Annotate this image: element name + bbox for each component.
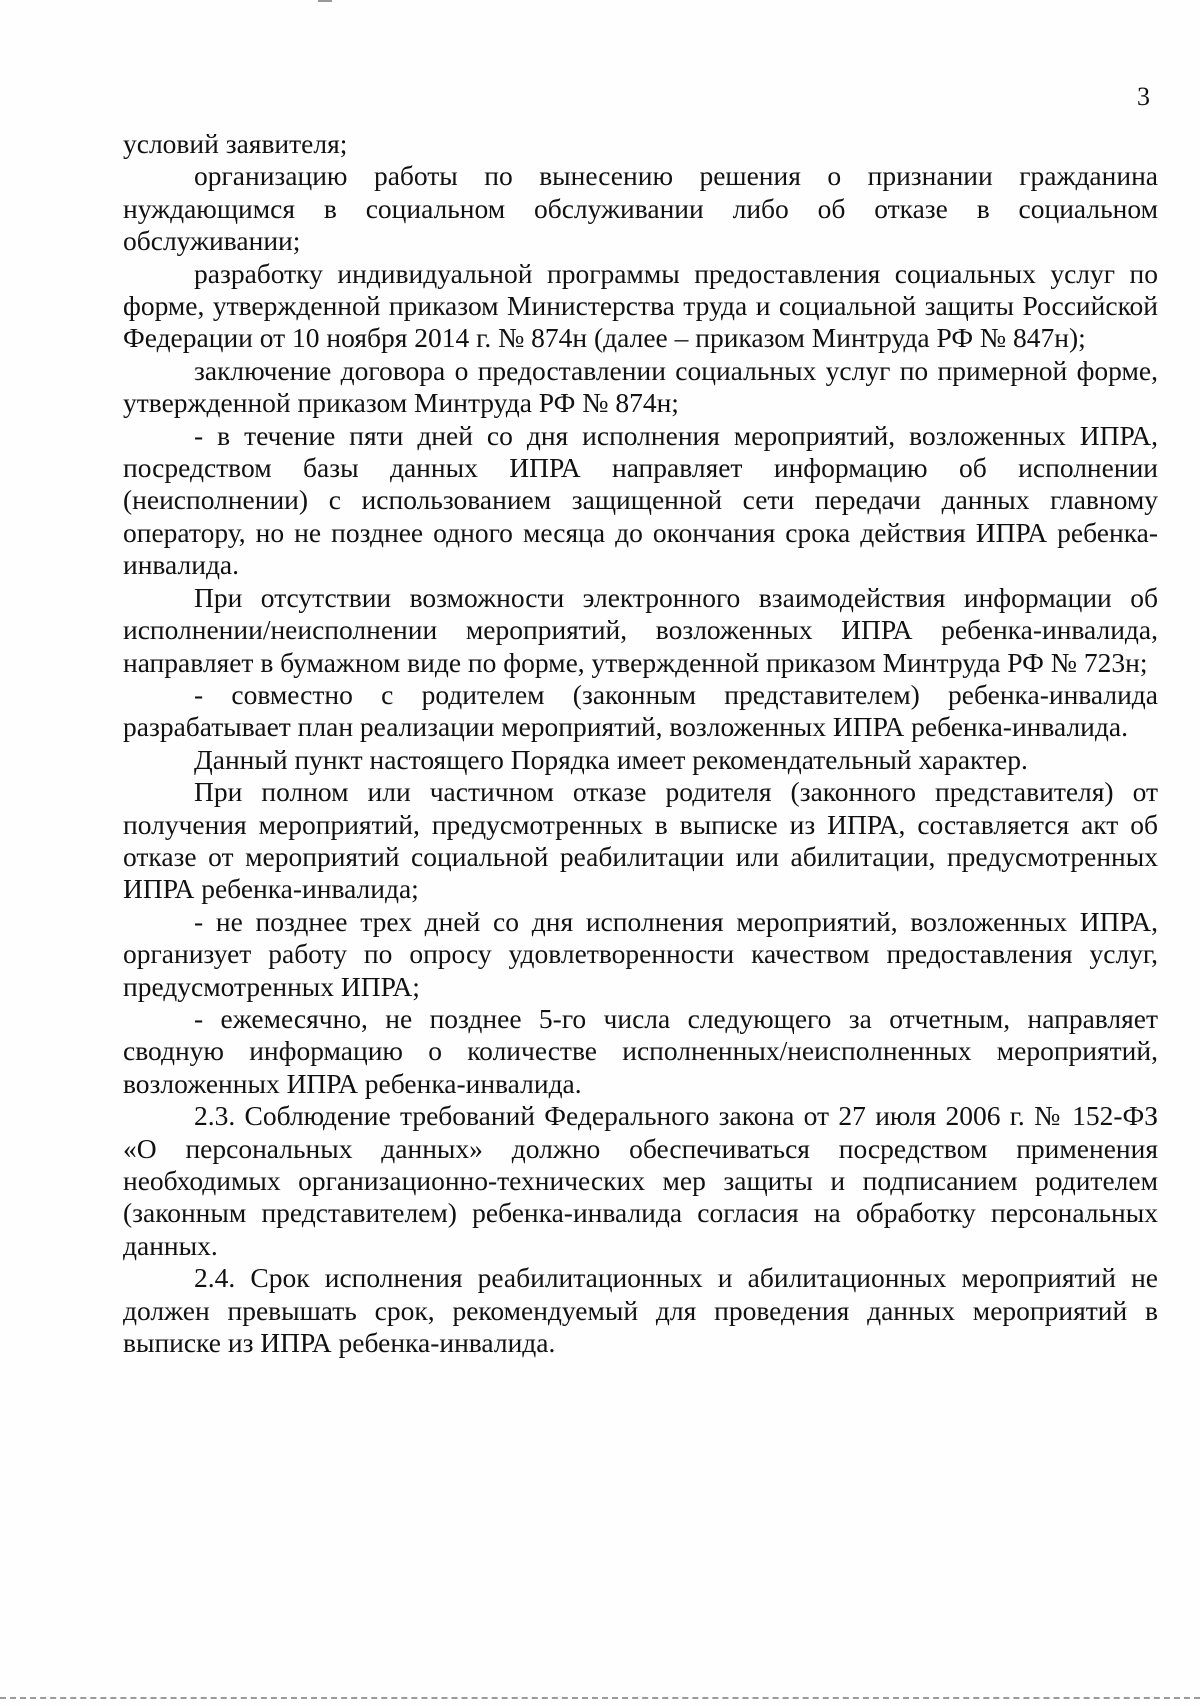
scan-mark xyxy=(318,0,332,5)
paragraph-3: разработку индивидуальной программы предоставления социальных услуг по форме, утвержденной приказом Министерства труда и социальной защиты Российской Федерации от 10 ноября 2014 г. № 874н (далее – приказом Минтруда РФ № 847н); xyxy=(123,257,1158,354)
paragraph-4: заключение договора о предоставлении социальных услуг по примерной форме, утвержденной приказом Минтруда РФ № 874н; xyxy=(123,354,1158,419)
paragraph-6: При отсутствии возможности электронного взаимодействия информации об исполнении/неисполнении мероприятий, возложенных ИПРА ребенка-инвалида, направляет в бумажном виде по форме, утвержденной приказом Минтруда РФ № 723н; xyxy=(123,581,1158,678)
paragraph-10: - не позднее трех дней со дня исполнения мероприятий, возложенных ИПРА, организует работу по опросу удовлетворенности качеством предоставления услуг, предусмотренных ИПРА; xyxy=(123,905,1158,1002)
paragraph-13: 2.4. Срок исполнения реабилитационных и абилитационных мероприятий не должен превышать срок, рекомендуемый для проведения данных мероприятий в выписке из ИПРА ребенка-инвалида. xyxy=(123,1262,1158,1359)
paragraph-8: Данный пункт настоящего Порядка имеет рекомендательный характер. xyxy=(194,743,1028,775)
scan-edge-line xyxy=(0,1697,1200,1699)
paragraph-11: - ежемесячно, не позднее 5-го числа следующего за отчетным, направляет сводную информацию о количестве исполненных/неисполненных мероприятий, возложенных ИПРА ребенка-инвалида. xyxy=(123,1002,1158,1099)
paragraph-2: организацию работы по вынесению решения о признании гражданина нуждающимся в социальном обслуживании либо об отказе в социальном обслуживании; xyxy=(123,160,1158,257)
page-number: 3 xyxy=(1137,82,1150,111)
paragraph-9: При полном или частичном отказе родителя (законного представителя) от получения мероприятий, предусмотренных в выписке из ИПРА, составляется акт об отказе от мероприятий социальной реабилитации или абилитации, предусмотренных ИПРА ребенка-инвалида; xyxy=(123,776,1158,905)
document-body xyxy=(123,128,1158,1359)
paragraph-5: - в течение пяти дней со дня исполнения мероприятий, возложенных ИПРА, посредством базы данных ИПРА направляет информацию об исполнении (неисполнении) с использованием защищенной сети передачи данных главному оператору, но не позднее одного месяца до окончания срока действия ИПРА ребенка-инвалида. xyxy=(123,419,1158,581)
paragraph-12: 2.3. Соблюдение требований Федерального закона от 27 июля 2006 г. № 152-ФЗ «О персональных данных» должно обеспечиваться посредством применения необходимых организационно-технических мер защиты и подписанием родителем (законным представителем) ребенка-инвалида согласия на обработку персональных данных. xyxy=(123,1100,1158,1261)
paragraph-1: условий заявителя; xyxy=(123,128,348,159)
paragraph-7: - совместно с родителем (законным представителем) ребенка-инвалида разрабатывает план реализации мероприятий, возложенных ИПРА ребенка-инвалида. xyxy=(123,678,1158,743)
